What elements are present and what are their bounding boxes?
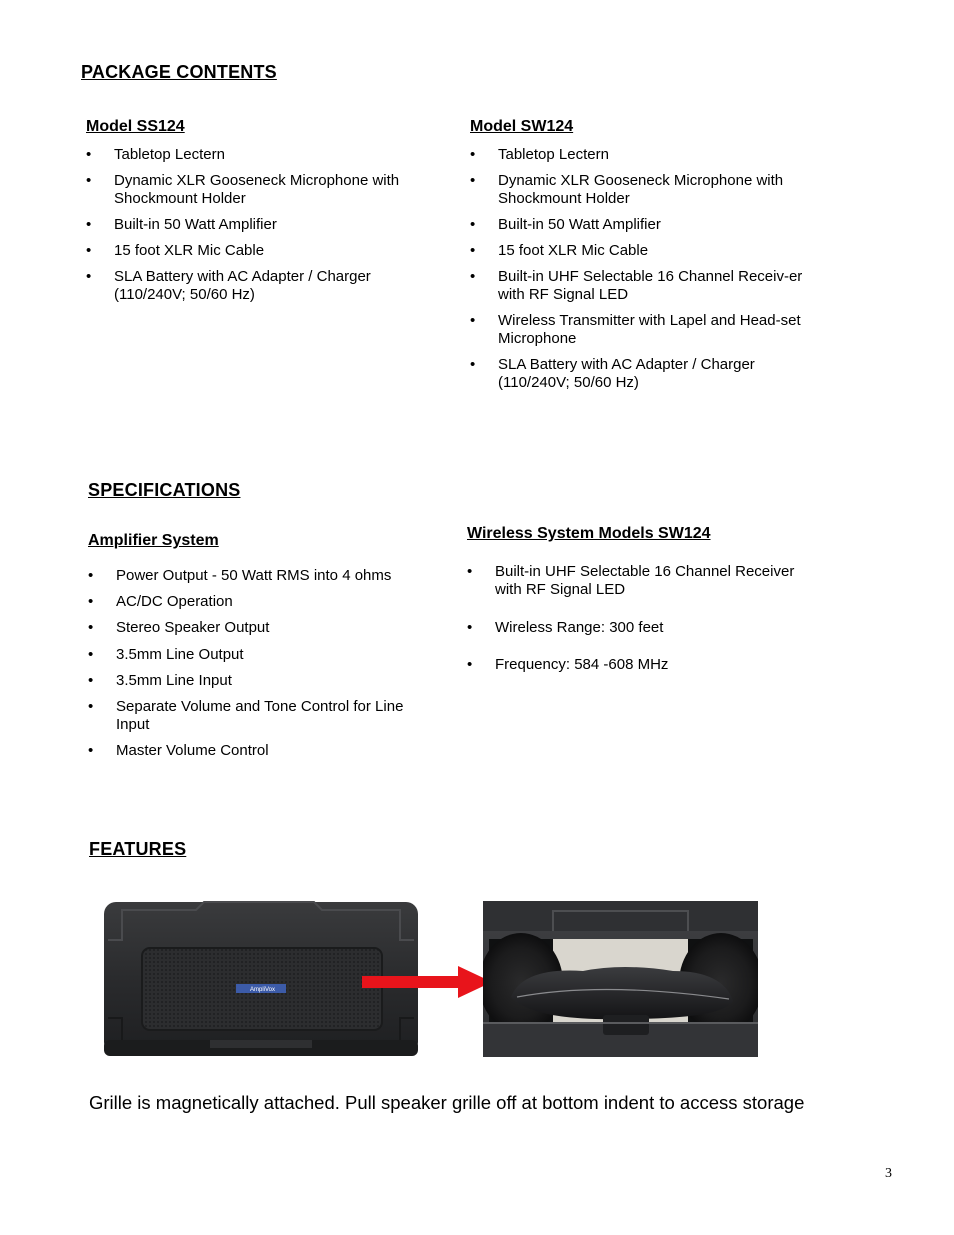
page-number: 3 [885, 1166, 892, 1181]
wireless-system-heading: Wireless System Models SW124 [467, 525, 711, 542]
list-item: • Frequency: 584 -608 MHz [467, 656, 817, 674]
list-item: • SLA Battery with AC Adapter / Charger (110/240V; 50/60 Hz) [86, 268, 406, 304]
model-sw124-heading: Model SW124 [470, 118, 574, 135]
list-item: • 15 foot XLR Mic Cable [470, 242, 810, 260]
list-item: • Power Output - 50 Watt RMS into 4 ohms [88, 567, 418, 585]
list-item: • Tabletop Lectern [470, 146, 810, 164]
list-item: • Built-in 50 Watt Amplifier [86, 216, 406, 234]
list-item: • 3.5mm Line Input [88, 672, 418, 690]
list-item: • AC/DC Operation [88, 593, 418, 611]
list-item: • Dynamic XLR Gooseneck Microphone with Shockmount Holder [470, 172, 810, 208]
model-ss124-list [86, 146, 406, 304]
list-item: • Master Volume Control [88, 742, 418, 760]
features-heading: FEATURES [89, 839, 187, 859]
list-item: • 15 foot XLR Mic Cable [86, 242, 406, 260]
list-item: • Stereo Speaker Output [88, 619, 418, 637]
list-item: • SLA Battery with AC Adapter / Charger (110/240V; 50/60 Hz) [470, 356, 810, 392]
model-sw124-list [470, 146, 810, 392]
list-item: • Separate Volume and Tone Control for Line Input [88, 698, 418, 734]
list-item: • Built-in UHF Selectable 16 Channel Receiver with RF Signal LED [467, 563, 817, 599]
list-item: • Built-in 50 Watt Amplifier [470, 216, 810, 234]
wireless-system-list [467, 563, 817, 674]
features-caption: Grille is magnetically attached. Pull speaker grille off at bottom indent to access storage [89, 1092, 805, 1113]
red-arrow-icon [362, 964, 494, 1000]
list-item: • 3.5mm Line Output [88, 646, 418, 664]
storage-compartment-photo [483, 901, 758, 1057]
specifications-heading: SPECIFICATIONS [88, 480, 241, 500]
list-item: • Wireless Range: 300 feet [467, 619, 817, 637]
list-item: • Tabletop Lectern [86, 146, 406, 164]
list-item: • Dynamic XLR Gooseneck Microphone with Shockmount Holder [86, 172, 406, 208]
amplifier-system-heading: Amplifier System [88, 532, 219, 549]
logo-text: AmpliVox [250, 987, 276, 993]
list-item: • Wireless Transmitter with Lapel and Head-set Microphone [470, 312, 810, 348]
list-item: • Built-in UHF Selectable 16 Channel Receiv-er with RF Signal LED [470, 268, 810, 304]
model-ss124-heading: Model SS124 [86, 118, 185, 135]
package-contents-heading: PACKAGE CONTENTS [81, 62, 277, 82]
amplifier-system-list [88, 567, 418, 760]
